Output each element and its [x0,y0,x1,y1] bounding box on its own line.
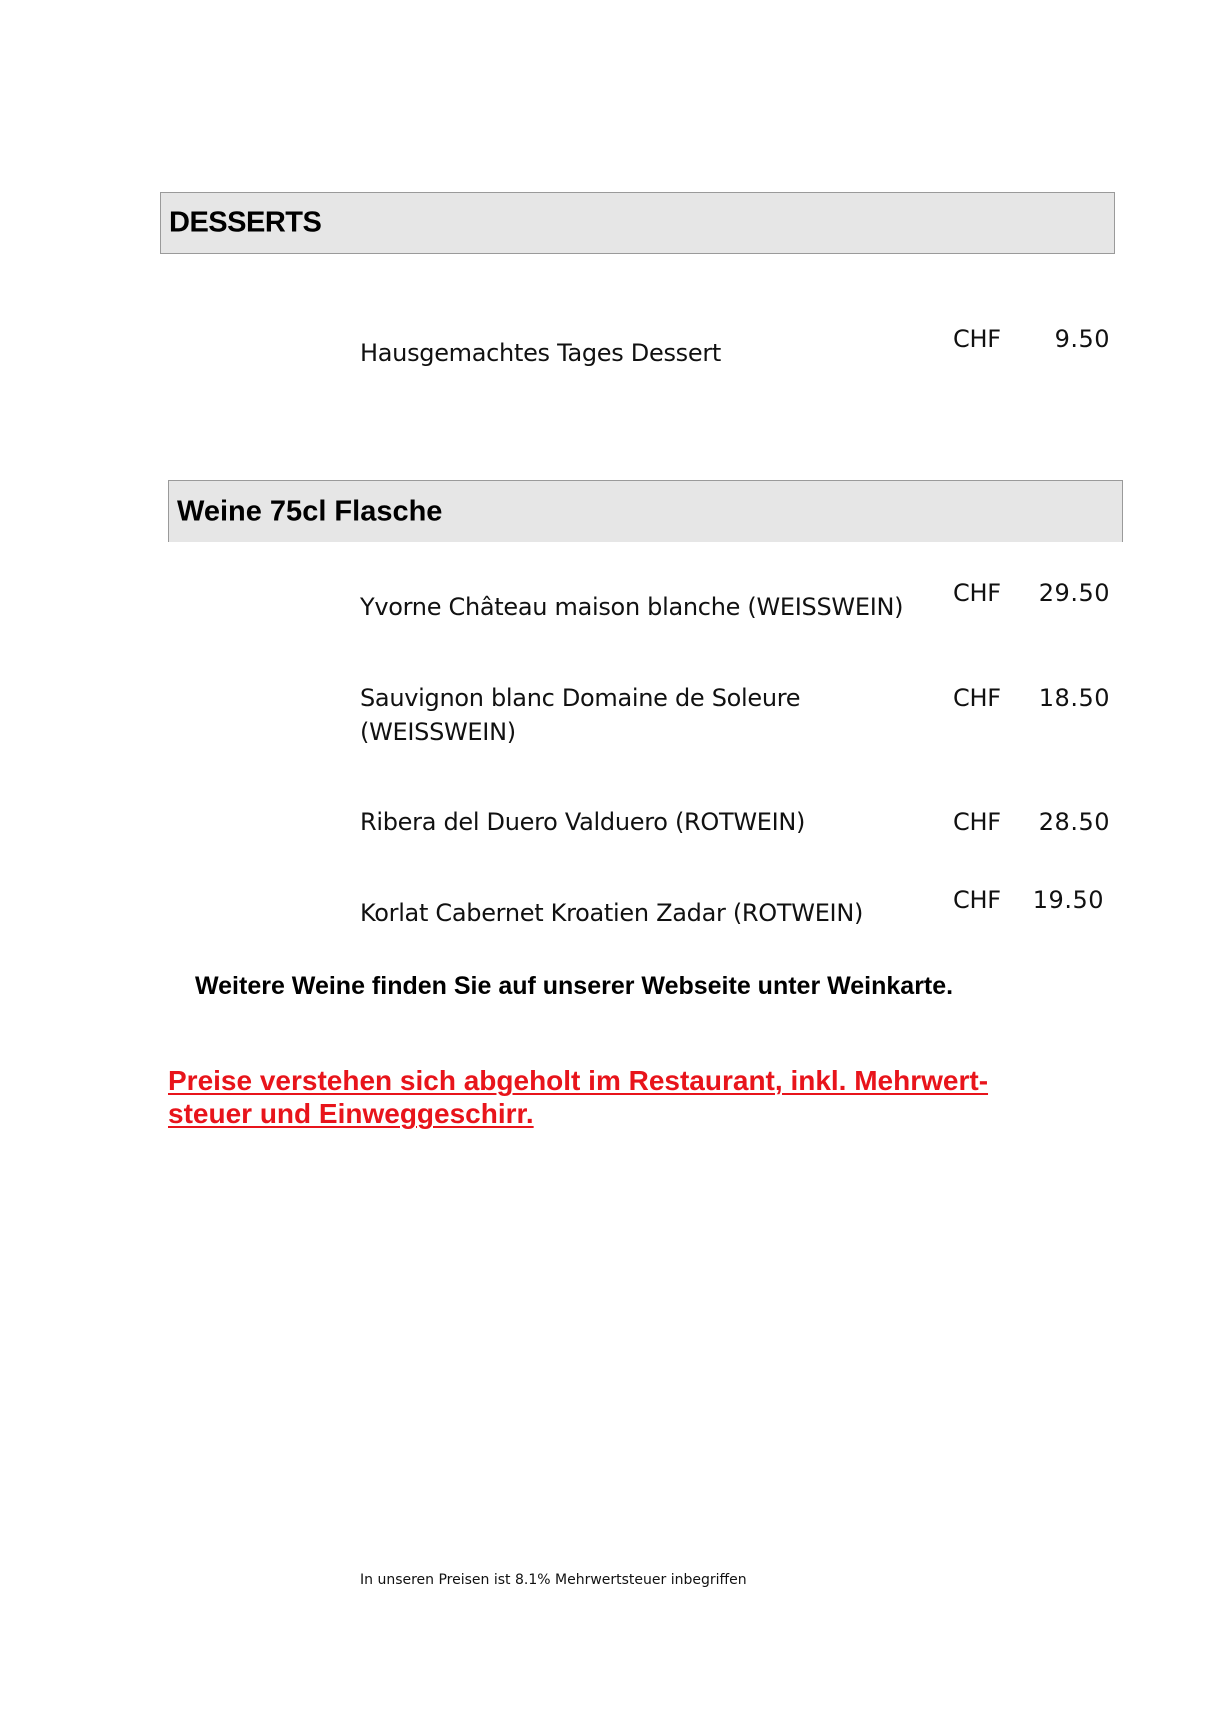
wine-item-name: Yvorne Château maison blanche (WEISSWEIN) [360,593,904,621]
price-notice [168,1064,1028,1130]
wine-item-name: Ribera del Duero Valduero (ROTWEIN) [360,808,806,836]
wine-item-name-line1: Sauvignon blanc Domaine de Soleure [360,684,801,712]
wine-item-price: 28.50 [1038,808,1110,836]
vat-footer-note: In unseren Preisen ist 8.1% Mehrwertsteuer inbegriffen [360,1572,747,1588]
desserts-title: DESSERTS [169,206,322,239]
dessert-item-price: 9.50 [1054,325,1110,353]
wines-title: Weine 75cl Flasche [177,495,443,527]
desserts-section-header [160,192,1115,254]
wine-item-currency: CHF [953,579,1001,607]
wine-item-currency: CHF [953,684,1001,712]
wine-item-name: Korlat Cabernet Kroatien Zadar (ROTWEIN) [360,899,864,927]
wine-item-currency: CHF [953,808,1001,836]
wine-item-name-line2: (WEISSWEIN) [360,718,516,746]
dessert-item-currency: CHF [953,325,1001,353]
wines-section-header [168,480,1123,542]
wine-item-name [360,681,930,749]
wine-item-price: 18.50 [1038,684,1110,712]
price-notice-line1: Preise verstehen sich abgeholt im Restaurant, inkl. Mehrwert- [168,1065,989,1096]
price-notice-line2: steuer und Einweggeschirr. [168,1098,534,1129]
wine-item-price: 29.50 [1038,579,1110,607]
more-wines-note: Weitere Weine finden Sie auf unserer Webseite unter Weinkarte. [195,972,954,1000]
wine-item-price: 19.50 [1032,886,1104,914]
wine-item-currency: CHF [953,886,1001,914]
dessert-item-name: Hausgemachtes Tages Dessert [360,339,721,367]
